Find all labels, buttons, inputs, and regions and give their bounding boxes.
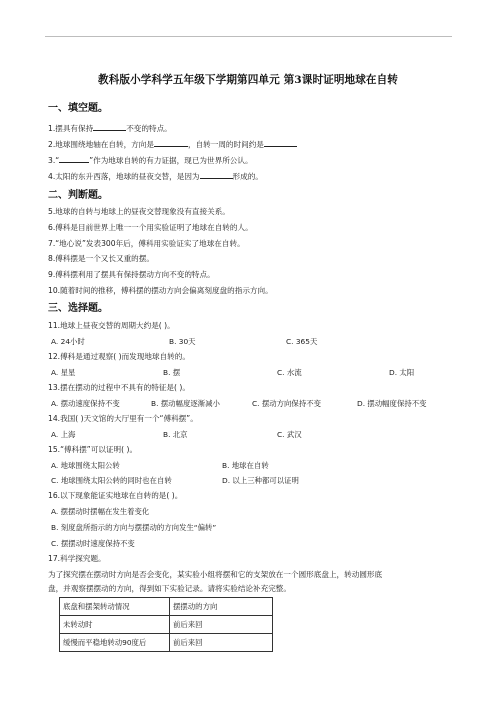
q1-text-a: 1.摆具有保持 [48,124,94,133]
q15-option-c[interactable]: C. 地球围绕太阳公转的同时也在自转 [51,476,172,485]
table-header-cell: 底盘和摆架转动情况 [60,598,170,616]
table-row [60,616,273,634]
section-heading-choice: 三、选择题。 [48,303,108,314]
q16-option-a[interactable]: A. 摆摆动时摆幅在发生着变化 [51,507,150,516]
question-2 [48,139,297,149]
question-9: 9.傅科摆利用了摆具有保持摆动方向不变的特点。 [48,270,215,279]
question-3 [48,155,253,165]
experiment-record-table [59,597,273,652]
q16-option-c[interactable]: C. 摆摆动时速度保持不变 [51,539,135,548]
q13-option-c[interactable]: C. 摆动方向保持不变 [252,399,321,408]
q15-option-b[interactable]: B. 地球在自转 [222,461,269,470]
q11-option-c[interactable]: C. 365天 [286,337,318,346]
q16-option-b[interactable]: B. 刻度盘所指示的方向与摆摆动的方向发生“偏转” [51,523,217,532]
question-1 [48,123,172,133]
question-17: 17.科学探究题。 [48,554,106,563]
table-cell: 前后来回 [170,616,273,634]
question-14: 14.我国( )天文馆的大厅里有一个“傅科摆”。 [48,414,198,423]
q13-option-a[interactable]: A. 摆动速度保持不变 [51,399,120,408]
question-7: 7.“地心说”发表300年后，傅科用实验证实了地球在自转。 [48,239,245,248]
table-cell: 前后来回 [170,634,273,652]
table-row [60,634,273,652]
q13-option-b[interactable]: B. 摆动幅度逐渐减小 [151,399,220,408]
q14-option-c[interactable]: C. 武汉 [277,430,302,439]
page-title: 教科版小学科学五年级下学期第四单元 第3课时证明地球在自转 [98,74,398,86]
question-5: 5.地球的自转与地球上的昼夜交替现象没有直接关系。 [48,207,230,216]
table-cell: 缓慢而平稳地转动90度后 [60,634,170,652]
q3-text-a: 3.“ [48,156,60,165]
table-header-cell: 摆摆动的方向 [170,598,273,616]
question-15: 15.“傅科摆”可以证明( )。 [48,445,138,454]
section-heading-fill: 一、填空题。 [48,103,108,114]
q2-text-a: 2.地球围绕地轴在自转，方向是 [48,140,154,149]
q4-text-b: 形成的。 [232,172,263,181]
question-8: 8.傅科摆是一个又长又重的摆。 [48,254,154,263]
q4-text-a: 4.太阳的东升西落，地球的昼夜交替，是因为 [48,172,200,181]
header-rule [45,36,452,37]
q11-option-a[interactable]: A. 24小时 [51,337,85,346]
question-13: 13.摆在摆动的过程中不具有的特征是( )。 [48,383,190,392]
q14-option-a[interactable]: A. 上海 [51,430,76,439]
q15-option-d[interactable]: D. 以上三种都可以证明 [222,476,299,485]
question-6: 6.傅科是目前世界上唯一一个用实验证明了地球在自转的人。 [48,223,253,232]
q3-text-b: ”作为地球自转的有力证据，现已为世界所公认。 [89,156,253,165]
question-16: 16.以下现象能证实地球在自转的是( )。 [48,491,183,500]
q12-option-a[interactable]: A. 星星 [51,368,76,377]
q1-text-b: 不变的特点。 [126,124,172,133]
q12-option-b[interactable]: B. 摆 [163,368,181,377]
q2-blank-1[interactable] [154,139,188,147]
table-header-row [60,598,273,616]
question-12: 12.傅科是通过观察( )而发现地球自转的。 [48,352,190,361]
q11-option-b[interactable]: B. 30天 [169,337,196,346]
q13-option-d[interactable]: D. 摆动幅度保持不变 [357,399,427,408]
section-heading-judge: 二、判断题。 [48,190,108,201]
q2-blank-2[interactable] [264,139,297,147]
q12-option-d[interactable]: D. 太阳 [389,368,415,377]
question-11: 11.地球上昼夜交替的周期大约是( )。 [48,321,175,330]
q15-option-a[interactable]: A. 地球围绕太阳公转 [51,461,120,470]
q2-text-b: ，自转一周的时间约是 [187,140,264,149]
q4-blank[interactable] [200,171,233,179]
question-10: 10.随着时间的推移，傅科摆的摆动方向会偏离刻度盘的指示方向。 [48,286,273,295]
inquiry-desc-line-1: 为了探究摆在摆动时方向是否会变化，某实验小组将摆和它的支架放在一个圆形底盘上，转动圆形底 [48,570,383,579]
inquiry-desc-line-2: 盘，并观察摆摆动的方向，得到如下实验记录。请将实验结论补充完整。 [48,584,291,593]
q12-option-c[interactable]: C. 水流 [277,368,302,377]
table-cell: 未转动时 [60,616,170,634]
question-4 [48,171,263,181]
q14-option-b[interactable]: B. 北京 [163,430,188,439]
q1-blank[interactable] [93,123,126,131]
q3-blank[interactable] [59,155,89,163]
